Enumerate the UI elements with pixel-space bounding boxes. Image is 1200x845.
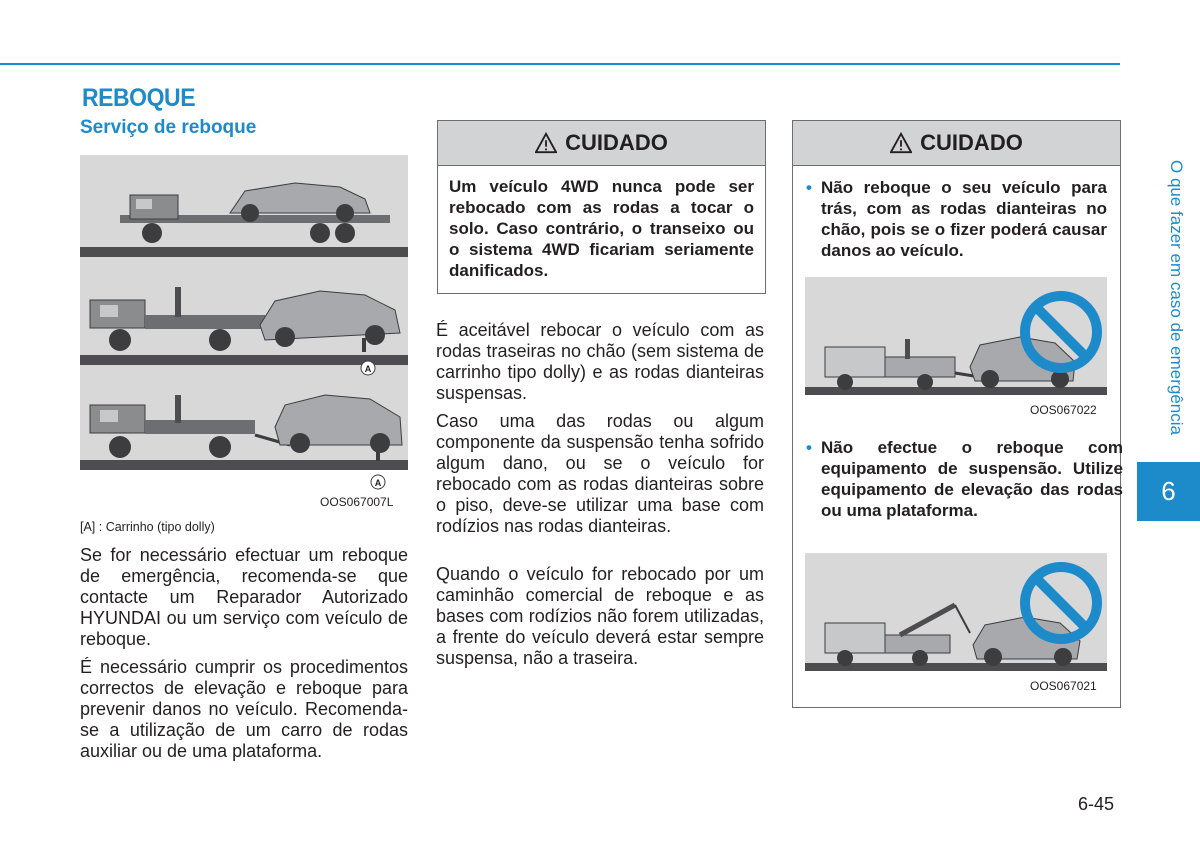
paragraph: Se for necessário efectuar um reboque de emergência, recomenda-se que contacte um Reparador Autorizado HYUNDAI ou um serviço com veículo de reboque. <box>80 545 408 649</box>
figure-code: OOS067022 <box>1030 403 1097 417</box>
chapter-tab: 6 <box>1137 462 1200 521</box>
paragraph: É aceitável rebocar o veículo com as rodas traseiras no chão (sem sistema de carrinho tipo dolly) e as rodas dianteiras suspensas. <box>436 320 764 403</box>
caution-bullet: • Não reboque o seu veículo para trás, com as rodas dianteiras no chão, pois se o fizer poderá causar danos ao veículo. <box>806 177 1107 261</box>
figure-caption: [A] : Carrinho (tipo dolly) <box>80 520 215 534</box>
caution-box <box>437 120 766 294</box>
figure-code: OOS067007L <box>320 495 394 509</box>
figure-code: OOS067021 <box>1030 679 1097 693</box>
caution-text: Um veículo 4WD nunca pode ser rebocado com as rodas a tocar o solo. Caso contrário, o transeixo ou o sistema 4WD ficariam seriamente danificados. <box>449 177 754 280</box>
towing-methods-illustration <box>80 155 408 507</box>
marker-a-label: A <box>364 364 372 374</box>
caution-header <box>438 121 765 166</box>
subtitle: Serviço de reboque <box>80 117 257 138</box>
paragraph: Quando o veículo for rebocado por um caminhão comercial de reboque e as bases com rodízios não forem utilizadas, a frente do veículo deverá estar sempre suspensa, não a traseira. <box>436 564 764 668</box>
caution-bullet: • Não efectue o reboque com equipamento de suspensão. Utilize equipamento de elevação das rodas ou uma plataforma. <box>806 437 1123 521</box>
header-rule <box>0 63 1120 65</box>
warning-icon <box>890 132 912 154</box>
section-title: REBOQUE <box>82 84 196 112</box>
marker-a-label: A <box>374 478 382 488</box>
prohibited-rear-tow-illustration <box>805 277 1107 423</box>
ground-band <box>80 460 408 470</box>
caution-header <box>793 121 1120 166</box>
prohibited-sling-tow-illustration <box>805 553 1107 699</box>
ground-band <box>80 247 408 257</box>
chapter-title: O que fazer em caso de emergência <box>1167 160 1186 435</box>
page-number: 6-45 <box>1078 794 1115 814</box>
warning-icon <box>535 132 557 154</box>
caution-title: CUIDADO <box>920 130 1023 155</box>
paragraph: Caso uma das rodas ou algum componente da suspensão tenha sofrido algum dano, ou se o veículo for rebocado com as rodas dianteiras sobre o piso, deve-se utilizar uma base com rodízios nas rodas dianteiras. <box>436 411 764 536</box>
ground-band <box>80 355 408 365</box>
paragraph: É necessário cumprir os procedimentos correctos de elevação e reboque para prevenir danos no veículo. Recomenda-se a utilização de um carro de rodas auxiliar ou de uma plataforma. <box>80 657 408 761</box>
caution-box <box>792 120 1121 708</box>
caution-title: CUIDADO <box>565 130 668 155</box>
